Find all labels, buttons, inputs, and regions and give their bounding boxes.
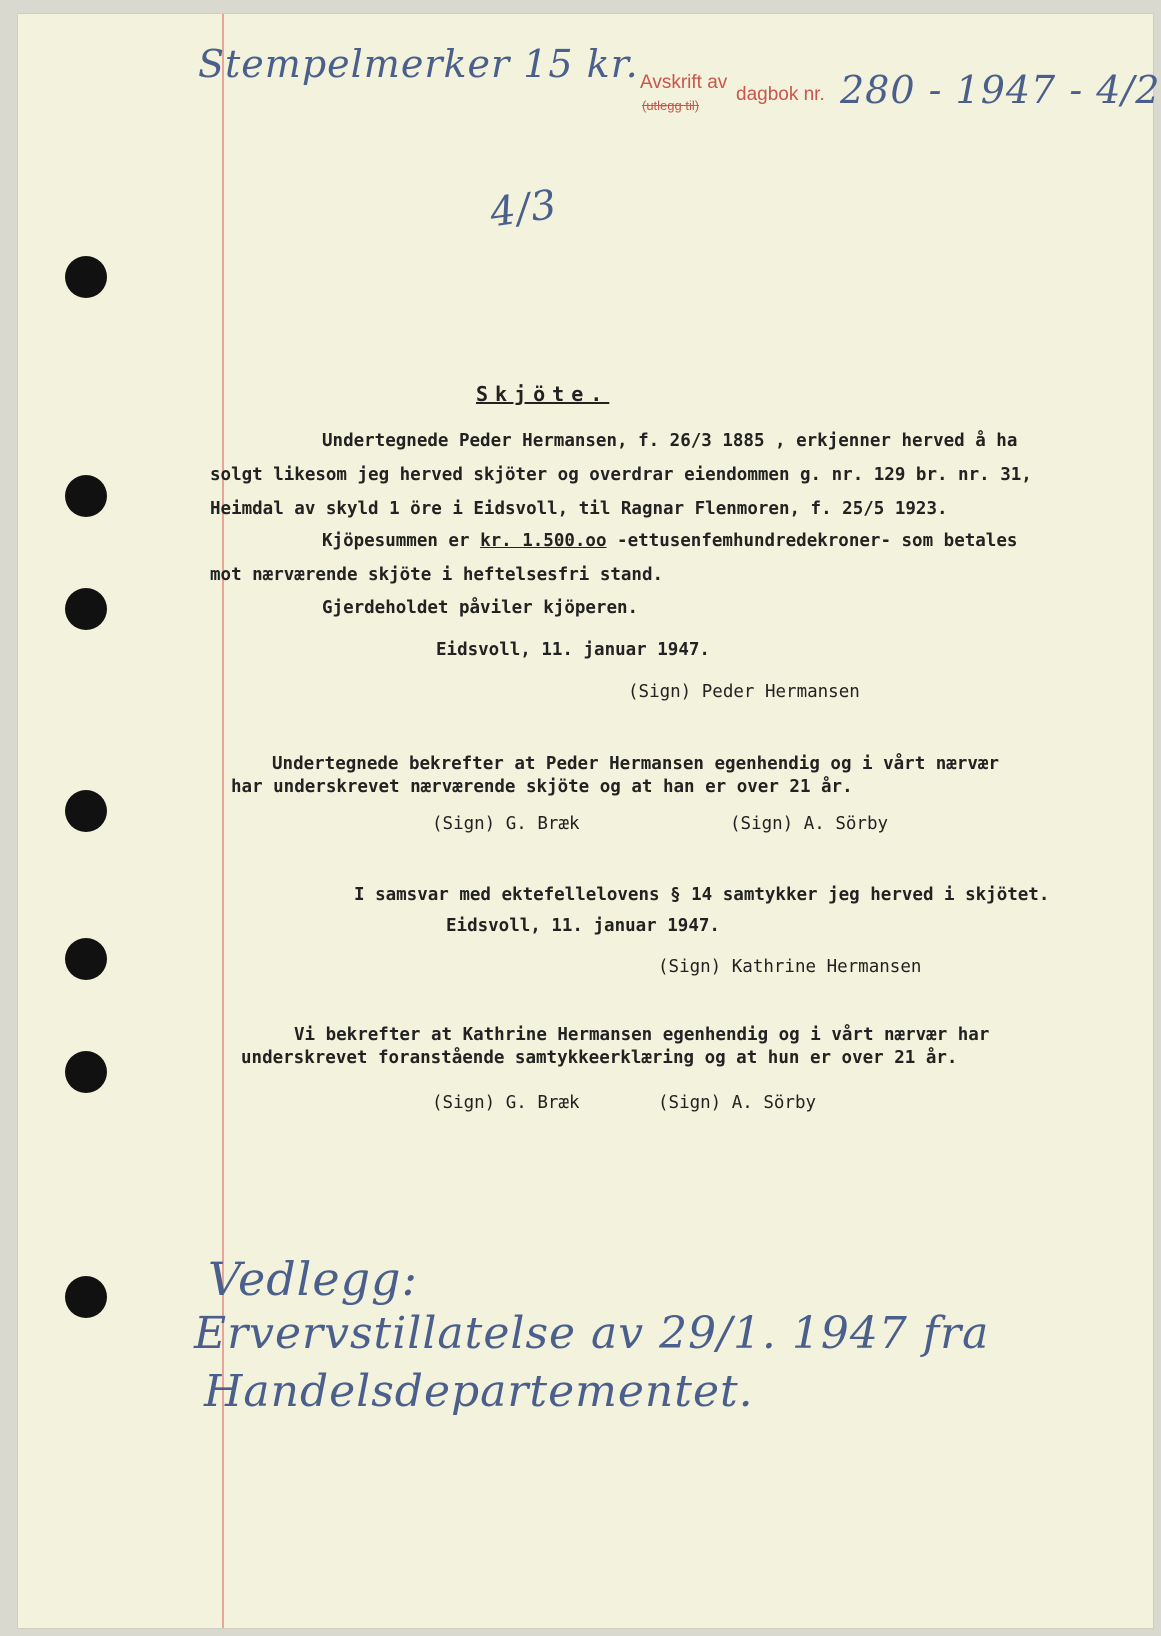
para2-line2: mot nærværende skjöte i heftelsesfri stand.	[210, 565, 664, 585]
witness-sign-1a: (Sign) G. Bræk	[432, 814, 580, 834]
document-page	[18, 14, 1161, 1628]
handwritten-mark: 4/3	[487, 181, 561, 237]
para2-line1	[322, 531, 1017, 551]
note-line3: Handelsdepartementet.	[204, 1366, 754, 1417]
para1-line2: solgt likesom jeg herved skjöter og overdrar eiendommen g. nr. 129 br. nr. 31,	[210, 465, 1032, 485]
punch-hole	[65, 938, 107, 980]
witness2-line2: underskrevet foranstående samtykkeerklæring og at hun er over 21 år.	[241, 1048, 958, 1068]
para1-line1: Undertegnede Peder Hermansen, f. 26/3 1885 , erkjenner herved å ha	[322, 431, 1018, 451]
witness2-line1: Vi bekrefter at Kathrine Hermansen egenhendig og i vårt nærvær har	[294, 1025, 990, 1045]
signature-1: (Sign) Peder Hermansen	[628, 682, 860, 702]
stamp-avskrift: Avskrift av	[640, 72, 728, 93]
witness1-line1: Undertegnede bekrefter at Peder Hermansen egenhendig og i vårt nærvær	[272, 754, 999, 774]
punch-hole	[65, 1051, 107, 1093]
para2-pre: Kjöpesummen er	[322, 531, 470, 551]
stamp-dagbok: dagbok nr.	[736, 84, 825, 105]
punch-hole	[65, 1276, 107, 1318]
place-date-2: Eidsvoll, 11. januar 1947.	[446, 916, 720, 936]
document-title: Skjöte.	[476, 382, 610, 406]
para1-line3: Heimdal av skyld 1 öre i Eidsvoll, til Ragnar Flenmoren, f. 25/5 1923.	[210, 499, 948, 519]
witness-sign-2b: (Sign) A. Sörby	[658, 1093, 817, 1113]
witness-sign-2a: (Sign) G. Bræk	[432, 1093, 580, 1113]
place-date-1: Eidsvoll, 11. januar 1947.	[436, 640, 710, 660]
consent-line: I samsvar med ektefellelovens § 14 samtykker jeg herved i skjötet.	[354, 885, 1050, 905]
stamp-struck: (utlegg til)	[642, 98, 700, 113]
para2-post: -ettusenfemhundredekroner- som betales	[617, 531, 1018, 551]
witness-sign-1b: (Sign) A. Sörby	[730, 814, 889, 834]
para3: Gjerdeholdet påviler kjöperen.	[322, 598, 639, 618]
punch-hole	[65, 588, 107, 630]
note-line2: Ervervstillatelse av 29/1. 1947 fra	[194, 1308, 990, 1359]
handwritten-fee: Stempelmerker 15 kr.	[198, 42, 639, 86]
punch-hole	[65, 790, 107, 832]
punch-hole	[65, 256, 107, 298]
signature-2: (Sign) Kathrine Hermansen	[658, 957, 922, 977]
punch-hole	[65, 475, 107, 517]
handwritten-number: 280 - 1947 - 4/2	[840, 68, 1161, 112]
purchase-amount: kr. 1.500.oo	[480, 531, 607, 551]
witness1-line2: har underskrevet nærværende skjöte og at han er over 21 år.	[231, 777, 853, 797]
note-line1: Vedlegg:	[208, 1252, 418, 1306]
